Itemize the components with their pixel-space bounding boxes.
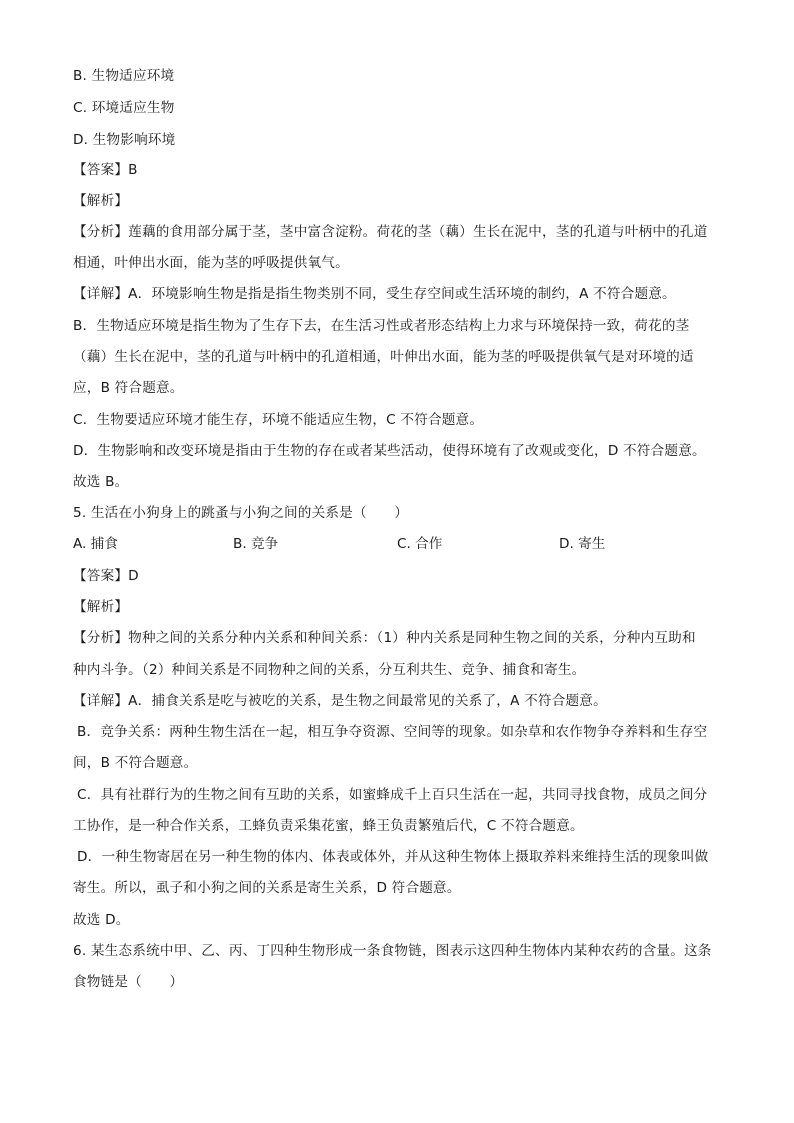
q6-stem-line: 6. 某生态系统中甲、乙、丙、丁四种生物形成一条食物链，图表示这四种生物体内某种农药的含量。这条 (73, 943, 712, 959)
q5-option-b: B. 竞争 (233, 536, 279, 552)
q4-xiangjie-line: B．生物适应环境是指生物为了生存下去，在生活习性或者形态结构上力求与环境保持一致，荷花的茎 (73, 318, 690, 334)
q5-stem: 5. 生活在小狗身上的跳蚤与小狗之间的关系是（ ） (73, 505, 409, 521)
q6-stem-line: 食物链是（ ） (73, 974, 184, 990)
q5-xiangjie-line: B．竞争关系：两种生物生活在一起，相互争夺资源、空间等的现象。如杂草和农作物争夺养料和生存空 (77, 724, 708, 740)
q5-option-c: C. 合作 (397, 536, 443, 552)
q5-xiangjie-line: C．具有社群行为的生物之间有互助的关系，如蜜蜂成千上百只生活在一起，共同寻找食物，成员之间分 (77, 787, 708, 803)
q5-answer: 【答案】D (73, 568, 139, 584)
q4-option-d: D. 生物影响环境 (73, 132, 176, 148)
q4-option-b: B. 生物适应环境 (73, 68, 175, 84)
q4-analysis-heading: 【解析】 (73, 193, 129, 209)
q4-xiangjie-line: （藕）生长在泥中，茎的孔道与叶柄中的孔道相通，叶伸出水面，能为茎的呼吸提供氧气是对环境的适 (73, 349, 694, 365)
q5-xiangjie-line: 寄生。所以，虱子和小狗之间的关系是寄生关系，D 符合题意。 (73, 880, 461, 896)
q5-xiangjie-line: 间，B 不符合题意。 (73, 755, 198, 771)
q4-xiangjie-line: 【详解】A．环境影响生物是指是指生物类别不同，受生存空间或生活环境的制约，A 不符合题意。 (73, 286, 676, 302)
q5-conclusion: 故选 D。 (73, 912, 130, 928)
q4-xiangjie-line: 应，B 符合题意。 (73, 380, 184, 396)
q5-option-d: D. 寄生 (559, 536, 606, 552)
q4-answer: 【答案】B (73, 162, 138, 178)
q5-xiangjie-line: D．一种生物寄居在另一种生物的体内、体表或体外，并从这种生物体上摄取养料来维持生活的现象叫做 (77, 849, 709, 865)
q5-option-a: A. 捕食 (73, 536, 118, 552)
q4-xiangjie-line: D．生物影响和改变环境是指由于生物的存在或者某些活动，使得环境有了改观或变化，D 不符合题意。 (73, 443, 706, 459)
q4-fenxi-line: 相通，叶伸出水面，能为茎的呼吸提供氧气。 (73, 255, 349, 271)
q4-xiangjie-line: C．生物要适应环境才能生存，环境不能适应生物，C 不符合题意。 (73, 412, 484, 428)
q5-xiangjie-line: 工协作，是一种合作关系，工蜂负责采集花蜜，蜂王负责繁殖后代，C 不符合题意。 (73, 818, 584, 834)
q5-analysis-heading: 【解析】 (73, 599, 129, 615)
q4-option-c: C. 环境适应生物 (73, 100, 175, 116)
q5-xiangjie-line: 【详解】A．捕食关系是吃与被吃的关系，是生物之间最常见的关系了，A 不符合题意。 (73, 693, 607, 709)
q4-fenxi-line: 【分析】莲藕的食用部分属于茎，茎中富含淀粉。荷花的茎（藕）生长在泥中，茎的孔道与叶柄中的孔道 (73, 224, 708, 240)
q5-fenxi-line: 种内斗争。（2）种间关系是不同物种之间的关系，分互利共生、竞争、捕食和寄生。 (73, 662, 586, 678)
q4-conclusion: 故选 B。 (73, 474, 129, 490)
q5-fenxi-line: 【分析】物种之间的关系分种内关系和种间关系：（1）种内关系是同种生物之间的关系，分种内互助和 (73, 630, 696, 646)
